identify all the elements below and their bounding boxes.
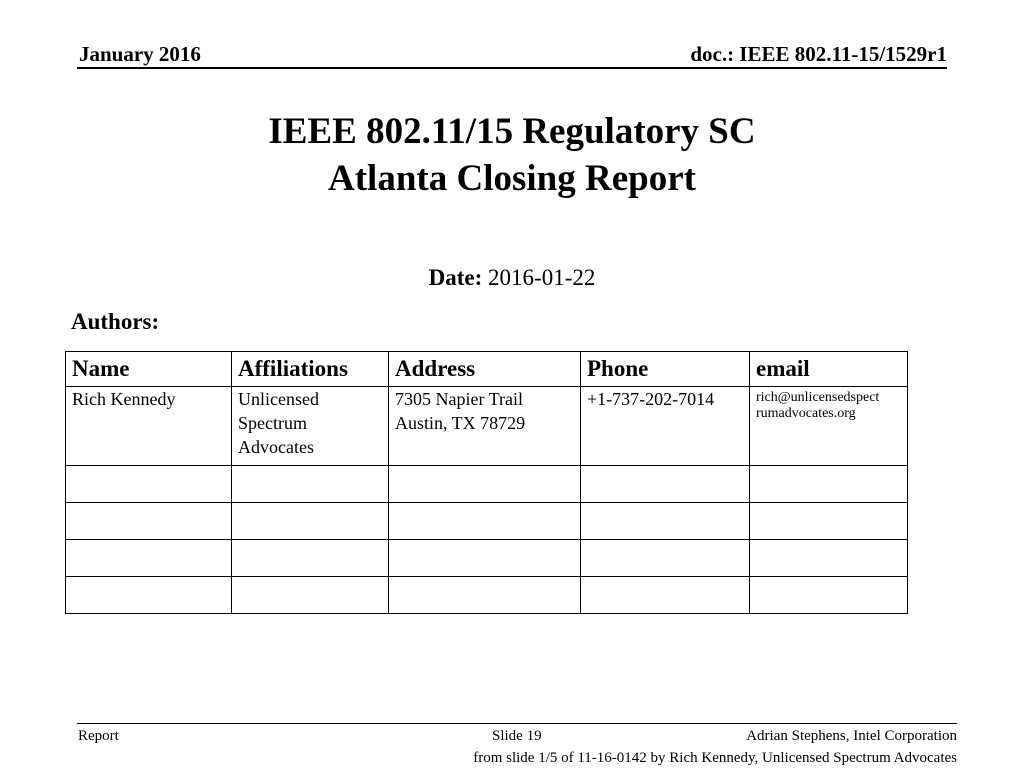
title-line-1: IEEE 802.11/15 Regulatory SC bbox=[268, 111, 756, 152]
cell-email bbox=[750, 387, 908, 466]
empty-cell bbox=[232, 466, 389, 503]
email-line: rumadvocates.org bbox=[756, 406, 856, 421]
header-email: email bbox=[750, 352, 908, 387]
table-row bbox=[66, 466, 908, 503]
footer-divider bbox=[77, 723, 957, 724]
table-row bbox=[66, 577, 908, 614]
empty-cell bbox=[66, 466, 232, 503]
empty-cell bbox=[750, 540, 908, 577]
date-value: 2016-01-22 bbox=[488, 265, 596, 290]
empty-cell bbox=[750, 466, 908, 503]
empty-cell bbox=[66, 577, 232, 614]
table-header-row bbox=[66, 352, 908, 387]
empty-cell bbox=[389, 466, 581, 503]
address-line: 7305 Napier Trail bbox=[395, 389, 523, 409]
header-doc-id: doc.: IEEE 802.11-15/1529r1 bbox=[690, 42, 947, 66]
cell-phone: +1-737-202-7014 bbox=[581, 387, 750, 466]
footer-report-label: Report bbox=[78, 728, 119, 744]
header-name: Name bbox=[66, 352, 232, 387]
table-row bbox=[66, 540, 908, 577]
empty-cell bbox=[389, 540, 581, 577]
table-row bbox=[66, 387, 908, 466]
date-line bbox=[0, 265, 1024, 291]
address-line: Austin, TX 78729 bbox=[395, 413, 526, 433]
email-line: rich@unlicensedspect bbox=[756, 390, 880, 405]
affiliation-line: Unlicensed bbox=[238, 389, 319, 409]
empty-cell bbox=[581, 466, 750, 503]
empty-cell bbox=[66, 540, 232, 577]
title-line-2: Atlanta Closing Report bbox=[328, 158, 696, 199]
header-affiliations: Affiliations bbox=[232, 352, 389, 387]
footer-author: Adrian Stephens, Intel Corporation bbox=[746, 728, 957, 744]
authors-table bbox=[65, 351, 908, 614]
header-phone: Phone bbox=[581, 352, 750, 387]
table-row bbox=[66, 503, 908, 540]
empty-cell bbox=[581, 577, 750, 614]
empty-cell bbox=[750, 577, 908, 614]
cell-affiliation bbox=[232, 387, 389, 466]
empty-cell bbox=[232, 577, 389, 614]
header-address: Address bbox=[389, 352, 581, 387]
header-date: January 2016 bbox=[79, 42, 201, 66]
footer-source-note: from slide 1/5 of 11-16-0142 by Rich Kennedy, Unlicensed Spectrum Advocates bbox=[473, 750, 957, 766]
footer-slide-number: Slide 19 bbox=[492, 728, 542, 744]
empty-cell bbox=[389, 577, 581, 614]
header-divider bbox=[77, 67, 947, 69]
cell-name: Rich Kennedy bbox=[66, 387, 232, 466]
empty-cell bbox=[232, 503, 389, 540]
empty-cell bbox=[232, 540, 389, 577]
empty-cell bbox=[750, 503, 908, 540]
empty-cell bbox=[581, 540, 750, 577]
date-label: Date: bbox=[428, 265, 483, 290]
cell-address bbox=[389, 387, 581, 466]
slide-title bbox=[0, 108, 1024, 202]
empty-cell bbox=[581, 503, 750, 540]
affiliation-line: Advocates bbox=[238, 437, 314, 457]
empty-cell bbox=[66, 503, 232, 540]
empty-cell bbox=[389, 503, 581, 540]
affiliation-line: Spectrum bbox=[238, 413, 307, 433]
authors-label: Authors: bbox=[71, 309, 160, 334]
